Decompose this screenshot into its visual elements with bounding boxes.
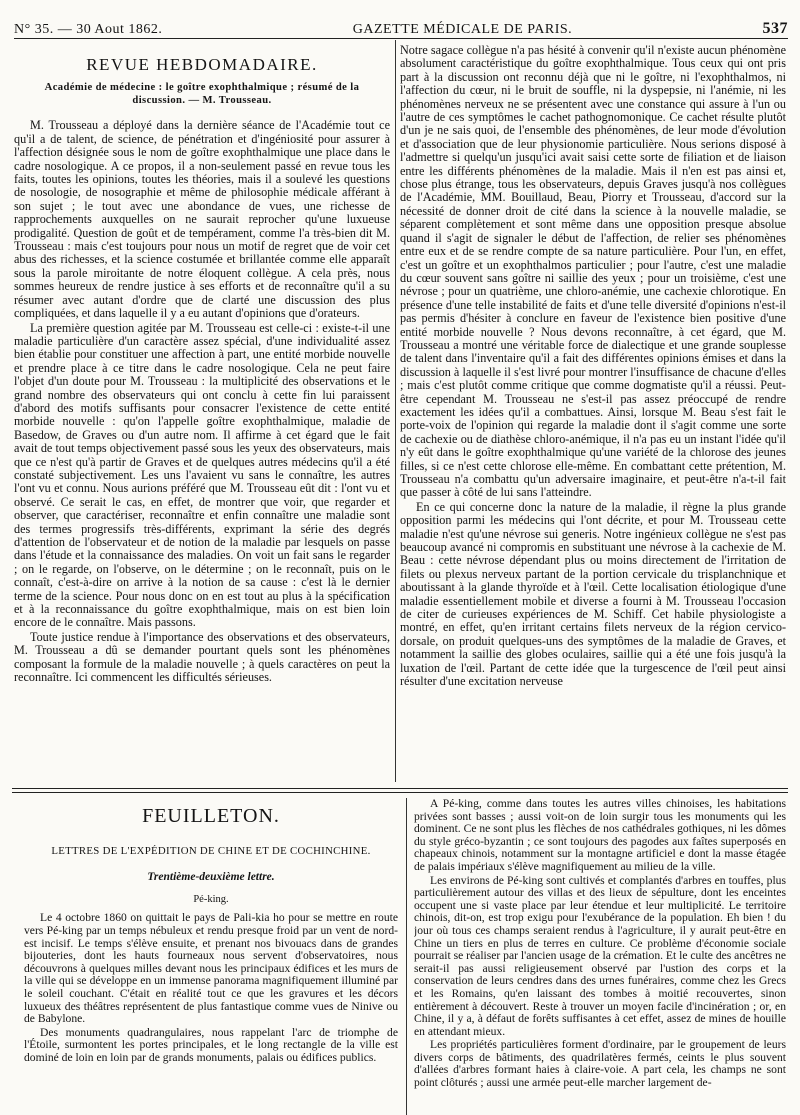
- letter-place: Pé-king.: [193, 893, 229, 905]
- revue-paragraph: Toute justice rendue à l'importance des observations et des observateurs, M. Trousseau a dû se demander pourtant quels sont les phénomènes composant la formule de la maladie nouvelle ; à quels caractères on peut la reconnaître. Ici commencent les difficultés sérieuses.: [14, 629, 390, 685]
- revue-paragraph: Notre sagace collègue n'a pas hésité à convenir qu'il n'existe aucun phénomène absolument caractéristique du goître exophthalmique. Tous ceux qui ont pris part à la discussion ont reconnu déjà que ni le goître, ni l'exophthalmos, ni l'affection du cœur, ni le bruit de souffle, ni la dyspepsie, ni l'anémie, ni les phénomènes nerveux ne se présentent avec une constance qui assure à l'un ou l'autre de ces symptômes le cachet pathognomonique. Ce cachet résulte plutôt d'un je ne sais quoi, de l'ensemble des phénomènes, de leur mode d'évolution et d'association que de leur physionomie particulière. Nous serions disposé à l'admettre si quelqu'un jusqu'ici avait saisi cette sorte de filiation et de liaison entre les différents phénomènes de la maladie. Mais il n'en est pas ainsi et, chose plus étrange, tous les observateurs, depuis Graves jusqu'à nos collègues de l'Académie, MM. Bouillaud, Beau, Piorry et Trousseau, d'accord sur la nécessité de donner droit de cité dans la science à la nouvelle maladie, se séparent complètement et sont même dans une opposition presque absolue quand il s'agit de signaler le début de l'affection, de relier ses phénomènes entre eux et de se rendre compte de sa nature particulière. Pour l'un, en effet, c'est un goître et un exophthalmos particulier ; pour l'autre, c'est une maladie du cœur souvent sans goître ni saillie des yeux ; pour un troisième, c'est une névrose ; pour un quatrième, une chloro-anémie, une cachexie chlorotique. En présence d'une telle instabilité de faits et d'une telle diversité d'opinions n'est-il pas permis d'hésiter à conclure en faveur de l'existence bien positive d'une entité morbide nouvelle ? Nous devons reconnaître, à cet égard, que M. Trousseau a montré une véritable force de dialectique et une grande souplesse de talent dans l'inventaire qu'il a fait des différentes opinions émises et dans la discussion à laquelle il s'est livré pour montrer l'insuffisance de chacune d'elles ; mais c'est plutôt comme critique que comme dogmatiste qu'il a réussi. Peut-être cependant M. Trousseau ne s'est-il pas assez préoccupé de rendre exactement les idées qu'il a combattues. Ainsi, lorsque M. Beau s'est fait le porte-voix de l'opinion qui regarde la maladie dont il s'agit comme une sorte de cachexie ou de diathèse chloro-anémique, il n'a pas eu un instant l'idée qu'il n'y eût dans le goître exophthalmique qu'une variété de la chlorose des jeunes filles, si ce n'est cette chlorose elle-même. En combattant cette prétention, M. Trousseau n'a combattu qu'un adversaire imaginaire, et peut-être n'a-t-il fait que passer à côté de lui sans l'atteindre.: [400, 44, 786, 500]
- revue-paragraph: M. Trousseau a déployé dans la dernière séance de l'Académie tout ce qu'il a de talent, de science, de pénétration et d'ingéniosité pour assurer à l'affection désignée sous le nom de goître exophthalmique une place dans le cadre nosologique. A ce propos, il a non-seulement passé en revue tous les faits, toutes les opinions, toutes les théories, mais il a soulevé les questions de nosologie, de nosographie et même de philosophie médicale afférant à son sujet ; le tout avec une abondance de vues, une richesse de rapprochements auxquelles on ne saurait reprocher qu'une luxueuse prodigalité. Question de goût et de tempérament, comme l'a très-bien dit M. Trousseau : mais c'est toujours pour nous un motif de regret que de voir cet abus des richesses, et la science costumée et brillantée comme elle apparaît sous la parole miroitante de notre éloquent collègue. A cela près, nous sommes heureux de rendre justice à ses efforts et de reconnaître qu'il a su résumer avec autant d'ordre que de clarté une discussion des plus compliquées, et dans laquelle il y a eu autant d'opinions que d'orateurs.: [14, 118, 390, 321]
- column-divider-top: [395, 40, 396, 782]
- section-divider: [12, 792, 788, 793]
- letter-heading: LETTRES DE L'EXPÉDITION DE CHINE ET DE COCHINCHINE.: [51, 844, 371, 857]
- feuilleton-paragraph: A Pé-king, comme dans toutes les autres villes chinoises, les habitations privées sont basses ; aussi voit-on de loin surgir tous les monuments qui les dominent. Ce ne sont plus les flèches de nos cathédrales gothiques, ni les dômes du style gréco-byzantin ; ce sont toujours des pagodes aux faîtes superposés en chapeaux chinois, notamment sur la montagne artificiel e dont la masse étagée de palais impériaux s'élève magnifiquement au milieu de la ville.: [414, 798, 786, 873]
- feuilleton-right-column: [414, 798, 786, 1112]
- revue-title: REVUE HEBDOMADAIRE.: [86, 55, 318, 74]
- feuilleton-paragraph: Le 4 octobre 1860 on quittait le pays de Pali-kia ho pour se mettre en route vers Pé-king par un temps nébuleux et rendu presque froid par un vent de nord-est incisif. Le temps s'élève ensuite, et prenant nos bivouacs dans de grandes bijouteries, dont les hauts fourneaux nous servent d'observatoires, nous découvrons à quelques milles devant nous les principaux édifices et les murs de la ville qui se développe en un immense panorama magnifiquement illuminé par le soleil couchant. C'était en réalité tout ce que les gravures et les décors luxueux des théâtres représentent de plus fantastique comme vues de Ninive ou de Babylone.: [24, 911, 398, 1026]
- letter-number: Trentième-deuxième lettre.: [147, 871, 275, 884]
- issue-date: N° 35. — 30 Aout 1862.: [14, 22, 163, 37]
- revue-subtitle: Académie de médecine : le goître exophthalmique ; résumé de la discussion. — M. Trousseau.: [44, 82, 360, 107]
- journal-title: GAZETTE MÉDICALE DE PARIS.: [352, 22, 573, 37]
- revue-paragraph: En ce qui concerne donc la nature de la maladie, il règne la plus grande opposition parmi les médecins qui l'ont décrite, et pour M. Trousseau cette maladie n'est qu'une névrose sui generis. Notre ingénieux collègue ne s'est pas beaucoup avancé ni compromis en substituant une névrose à la cachexie de M. Beau : cette névrose dépendant plus ou moins directement de l'irritation de filets ou plexus nerveux partant de la portion cervicale du trisplanchnique et aboutissant à la glande thyroïde et à l'œil. Cette localisation étiologique d'une maladie essentiellement mobile et diverse a fourni à M. Trousseau l'occasion de citer de curieuses expériences de M. Schiff. Cet habile physiologiste a montré, en effet, qu'en irritant certains filets nerveux de la région cervico-dorsale, on produit quelques-uns des symptômes de la maladie de Graves, et notamment la saillie des globes oculaires, saillie qui a été une fois jusqu'à la luxation de l'œil. Partant de cette idée que la turgescence de l'œil peut ainsi résulter d'une excitation nerveuse: [400, 499, 786, 689]
- revue-right-column: [400, 44, 786, 782]
- revue-paragraph: La première question agitée par M. Trousseau est celle-ci : existe-t-il une maladie particulière d'un caractère assez spécial, d'une individualité assez bien établie pour constituer une affection à part, une entité morbide nouvelle et prendre place à ce titre dans le cadre nosologique. Cela ne peut faire l'objet d'un doute pour M. Trousseau : la multiplicité des observations et le grand nombre des observateurs qui ont conclu à cette fin lui paraissent d'abord des motifs suffisants pour consacrer l'existence de cette entité morbide nouvelle : qu'on l'appelle goître exophthalmique, maladie de Basedow, de Graves ou d'un autre nom. Il affirme à cet égard que le fait avait de tout temps objectivement passé sous les yeux des observateurs, mais que ce n'est qu'à partir de Graves et de quelques autres médecins qu'il a été constaté subjectivement. Les uns l'avaient vu sans le connaître, les autres l'ont vu et connu. Nous aurions préféré que M. Trousseau eût dit : l'ont vu et observé. Ce serait le cas, en effet, de montrer que voir, que regarder et observer, que caractériser, reconnaître et enfin connaître une maladie sont des termes progressifs très-différents, exprimant la série des degrés d'attention de l'observateur et de notion de la maladie par lesquels on passe dans l'étude et la connaissance des maladies. On voit un fait sans le regarder ; on le regarde, on l'observe, on le détermine ; on le reconnaît, puis on le connaît, c'est-à-dire on arrive à la notion de sa cause : c'est là le dernier terme de la science. Pour nous donc on en est tout au plus à la spécification et à la reconnaissance du goître exophthalmique, mais on est bien loin encore de le connaître. Mais passons.: [14, 320, 390, 630]
- masthead: [14, 10, 788, 39]
- revue-left-column: [14, 44, 390, 782]
- page-number: 537: [762, 20, 788, 37]
- feuilleton-left-column: [24, 796, 398, 1112]
- column-divider-bottom: [406, 798, 407, 1115]
- feuilleton-paragraph: Des monuments quadrangulaires, nous rappelant l'arc de triomphe de l'Étoile, surmontent les portes principales, et le long rectangle de la ville est dominé de loin en loin par de grands monuments, palais ou édifices publics.: [24, 1025, 398, 1064]
- feuilleton-paragraph: Les environs de Pé-king sont cultivés et complantés d'arbres en touffes, plus particulièrement autour des villas et des lieux de sépulture, dont les enceintes occupent une si vaste place par leur étendue et leur multiplicité. Le territoire chinois, dit-on, est trop exigu pour l'exubérance de la population. Eh bien ! du jour où tous ces champs seraient rendus à l'agriculture, il y aurait peut-être en Chine un tiers en plus de terres en culture. Ce problème d'économie sociale pourrait se réaliser par l'ancien usage de la crémation. Et le culte des ancêtres ne serait-il pas aussi religieusement observé par l'ustion des corps et la conservation de leurs cendres dans des urnes funéraires, comme chez les Grecs et les Romains, qu'en laissant des tombes à moitié recouvertes, sinon entièrement à découvert. Reste à trouver un moyen facile d'incinération ; or, en Chine, il y a, à défaut de forêts suffisantes à cet effet, assez de mines de houille en attendant mieux.: [414, 873, 786, 1038]
- feuilleton-paragraph: Les propriétés particulières forment d'ordinaire, par le groupement de leurs divers corps de bâtiments, des quadrilatères fermés, ceints le plus souvent d'allées d'arbres formant haies à claire-voie. A part cela, les champs ne sont point clôturés ; aussi une armée peut-elle marcher largement de-: [414, 1038, 786, 1090]
- section-divider: [12, 788, 788, 789]
- feuilleton-title: FEUILLETON.: [142, 805, 280, 827]
